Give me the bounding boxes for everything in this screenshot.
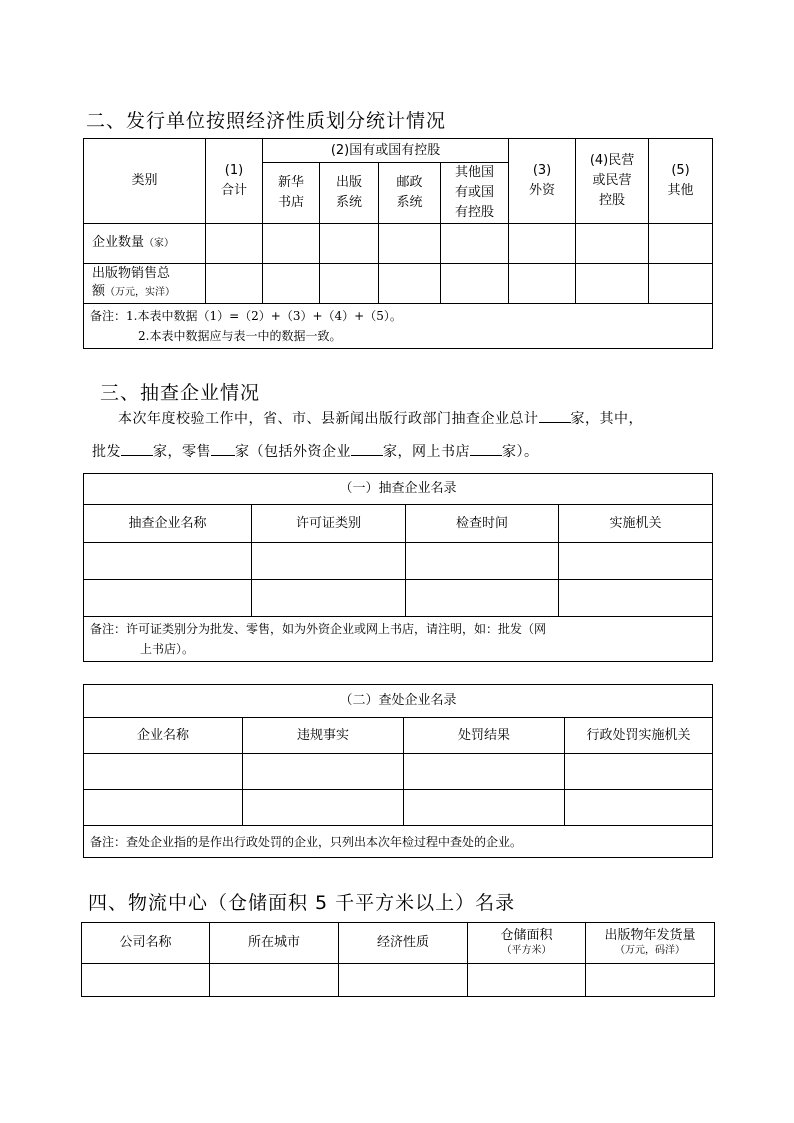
header-inspection-time: 检查时间 — [406, 505, 559, 543]
header-city: 所在城市 — [210, 923, 339, 964]
cell-input[interactable] — [406, 580, 559, 617]
header-category: 类别 — [84, 139, 206, 224]
cell-input[interactable] — [509, 264, 576, 304]
inspected-enterprises-table — [83, 473, 713, 662]
header-foreign: (3) 外资 — [509, 139, 576, 224]
cell-input[interactable] — [406, 543, 559, 580]
cell-input[interactable] — [441, 264, 509, 304]
cell-input[interactable] — [404, 790, 565, 826]
cell-input[interactable] — [649, 224, 713, 264]
header-storage-area: 仓储面积 （平方米） — [468, 923, 586, 964]
cell-input[interactable] — [206, 264, 263, 304]
inspection-paragraph: 本次年度校验工作中，省、市、县新闻出版行政部门抽查企业总计 家，其中， — [84, 403, 710, 435]
cell-input[interactable] — [559, 543, 713, 580]
section2-heading: 二、发行单位按照经济性质划分统计情况 — [86, 110, 447, 132]
row-label-sales-total: 出版物销售总 额（万元，实洋） — [84, 264, 206, 304]
cell-input[interactable] — [404, 754, 565, 790]
header-penalty-result: 处罚结果 — [404, 718, 565, 754]
cell-input[interactable] — [206, 224, 263, 264]
header-other: (5) 其他 — [649, 139, 713, 224]
cell-input[interactable] — [84, 754, 243, 790]
cell-input[interactable] — [565, 790, 713, 826]
cell-input[interactable] — [339, 964, 468, 997]
cell-input[interactable] — [82, 964, 210, 997]
header-postal-system: 邮政 系统 — [379, 163, 441, 224]
header-violation-facts: 违规事实 — [243, 718, 404, 754]
cell-input[interactable] — [509, 224, 576, 264]
cell-input[interactable] — [84, 543, 252, 580]
blank-wholesale[interactable] — [121, 441, 153, 456]
header-economic-nature: 经济性质 — [339, 923, 468, 964]
cell-input[interactable] — [210, 964, 339, 997]
cell-input[interactable] — [576, 224, 649, 264]
cell-input[interactable] — [252, 580, 406, 617]
header-implementing-agency: 实施机关 — [559, 505, 713, 543]
cell-input[interactable] — [565, 754, 713, 790]
logistics-center-table — [81, 922, 715, 997]
cell-input[interactable] — [559, 580, 713, 617]
blank-foreign[interactable] — [351, 441, 383, 456]
header-annual-shipment: 出版物年发货量 （万元，码洋） — [586, 923, 715, 964]
blank-retail[interactable] — [211, 441, 235, 456]
cell-input[interactable] — [441, 224, 509, 264]
economic-nature-table — [83, 138, 713, 349]
section3-heading: 三、抽查企业情况 — [100, 382, 261, 404]
cell-input[interactable] — [243, 754, 404, 790]
header-penalty-agency: 行政处罚实施机关 — [565, 718, 713, 754]
cell-input[interactable] — [576, 264, 649, 304]
cell-input[interactable] — [379, 264, 441, 304]
header-company-name: 公司名称 — [82, 923, 210, 964]
header-total: (1) 合计 — [206, 139, 263, 224]
table-note: 备注：1.本表中数据（1）=（2）+（3）+（4）+（5）。 2.本表中数据应与表一中的数据一致。 — [84, 304, 713, 349]
cell-input[interactable] — [320, 264, 379, 304]
row-label-enterprise-count: 企业数量（家） — [84, 224, 206, 264]
table-note: 备注：查处企业指的是作出行政处罚的企业，只列出本次年检过程中查处的企业。 — [84, 826, 713, 858]
cell-input[interactable] — [263, 224, 320, 264]
header-xinhua: 新华 书店 — [263, 163, 320, 224]
table-title: （一）抽查企业名录 — [84, 474, 713, 505]
blank-online[interactable] — [470, 441, 502, 456]
cell-input[interactable] — [586, 964, 715, 997]
cell-input[interactable] — [468, 964, 586, 997]
header-enterprise-name: 企业名称 — [84, 718, 243, 754]
cell-input[interactable] — [649, 264, 713, 304]
cell-input[interactable] — [379, 224, 441, 264]
cell-input[interactable] — [252, 543, 406, 580]
header-enterprise-name: 抽查企业名称 — [84, 505, 252, 543]
cell-input[interactable] — [84, 790, 243, 826]
cell-input[interactable] — [84, 580, 252, 617]
table-title: （二）查处企业名录 — [84, 685, 713, 718]
penalized-enterprises-table — [83, 684, 713, 858]
cell-input[interactable] — [320, 224, 379, 264]
header-license-type: 许可证类别 — [252, 505, 406, 543]
cell-input[interactable] — [243, 790, 404, 826]
header-private: (4)民营 或民营 控股 — [576, 139, 649, 224]
header-publishing-system: 出版 系统 — [320, 163, 379, 224]
blank-total[interactable] — [539, 408, 571, 423]
table-note: 备注：许可证类别分为批发、零售，如为外资企业或网上书店，请注明，如：批发（网 上书店）。 — [84, 617, 713, 662]
header-other-state: 其他国 有或国 有控股 — [441, 163, 509, 224]
header-state-owned-group: (2)国有或国有控股 — [263, 139, 509, 163]
cell-input[interactable] — [263, 264, 320, 304]
inspection-paragraph-line2: 批发 家，零售 家（包括外资企业 家，网上书店 家）。 — [92, 436, 718, 468]
section4-heading: 四、物流中心（仓储面积 5 千平方米以上）名录 — [88, 892, 516, 914]
